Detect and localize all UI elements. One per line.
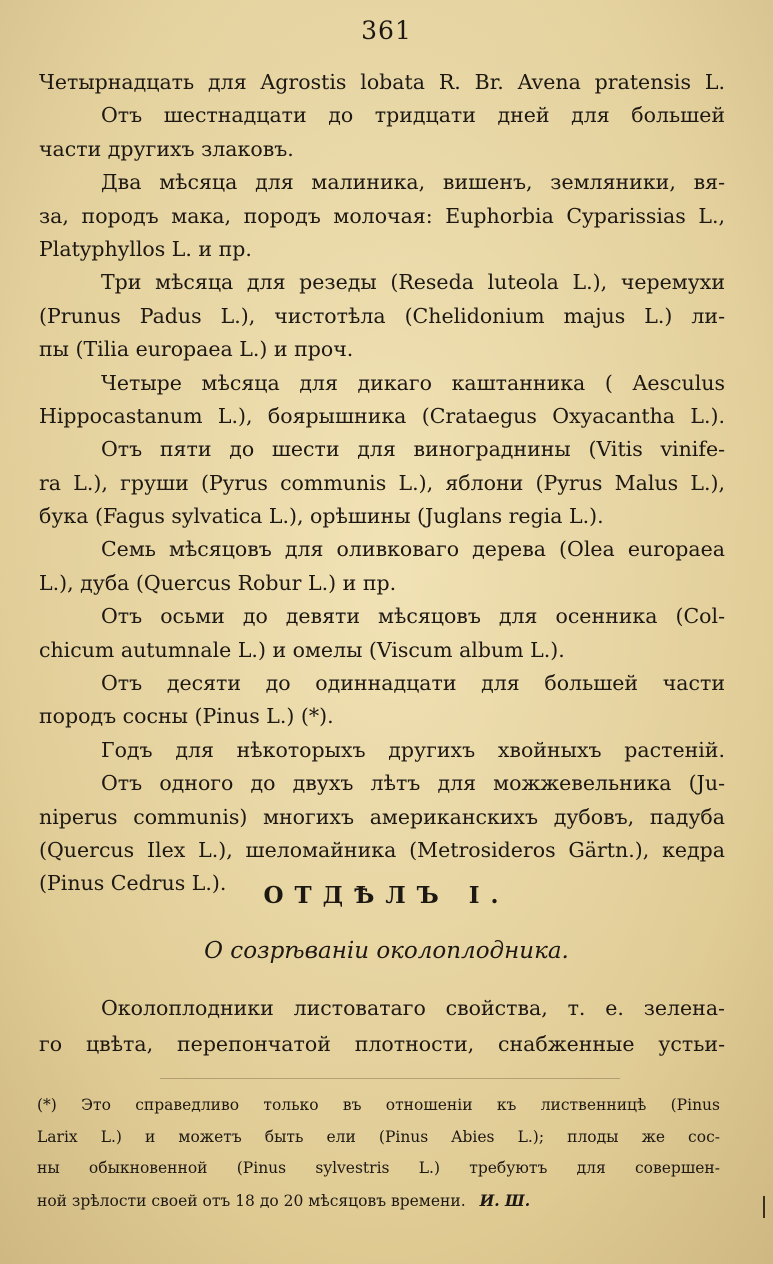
footnote-line: ны обыкновенной (Pinus sylvestris L.) требуютъ для совершен-: [37, 1159, 720, 1177]
footnote-line: (*) Это справедливо только въ отношеніи къ лиственницѣ (Pinus: [37, 1096, 720, 1114]
edge-mark: [763, 1196, 765, 1218]
text-line: Hippocastanum L.), боярышника (Crataegus Oxyacantha L.).: [39, 403, 725, 428]
text-line: L.), дуба (Quercus Robur L.) и пр.: [39, 570, 397, 595]
text-line: niperus communis) многихъ американскихъ дубовъ, падуба: [39, 804, 725, 829]
text-line: части другихъ злаковъ.: [39, 136, 294, 161]
text-line: Отъ десяти до одиннадцати для большей части: [101, 671, 725, 696]
footnote-divider: [160, 1078, 620, 1079]
footnote-signature: И. Ш.: [479, 1190, 531, 1210]
footnote-line: Larix L.) и можетъ быть ели (Pinus Abies L.); плоды же сос-: [37, 1127, 720, 1146]
text-line: пы (Tilia europaea L.) и проч.: [39, 337, 354, 362]
text-line: (Pinus Cedrus L.).: [39, 871, 227, 896]
text-line: Отъ пяти до шести для винограднины (Vitis vinife-: [101, 437, 725, 462]
text-line: Четырнадцать для Agrostis lobata R. Br. Avena pratensis L.: [39, 70, 725, 94]
section-title: ОТДѢЛЪ I.: [263, 882, 510, 909]
text-line: chicum autumnale L.) и омелы (Viscum album L.).: [39, 637, 565, 662]
text-line: Околоплодники листоватаго свойства, т. е. зелена-: [101, 996, 725, 1020]
page-number: 361: [361, 16, 412, 45]
text-line: Отъ шестнадцати до тридцати дней для большей: [101, 103, 725, 128]
text-line: Отъ одного до двухъ лѣтъ для можжевельника (Ju-: [101, 771, 725, 796]
text-line: бука (Fagus sylvatica L.), орѣшины (Juglans regia L.).: [39, 504, 604, 529]
main-text: [39, 66, 725, 901]
text-line: (Quercus Ilex L.), шеломайника (Metrosideros Gärtn.), кедра: [39, 837, 725, 862]
footnote: [37, 1090, 720, 1216]
text-line: за, породъ мака, породъ молочая: Euphorbia Cyparissias L.,: [39, 203, 725, 228]
footnote-line: [37, 1185, 720, 1217]
text-line: ra L.), груши (Pyrus communis L.), яблони (Pyrus Malus L.),: [39, 470, 725, 495]
text-line: Годъ для нѣкоторыхъ другихъ хвойныхъ растеній.: [101, 737, 725, 762]
text-line: породъ сосны (Pinus L.) (*).: [39, 704, 334, 729]
text-line: го цвѣта, перепончатой плотности, снабженные устьи-: [39, 1032, 725, 1056]
text-line: (Prunus Padus L.), чистотѣла (Chelidonium majus L.) ли-: [39, 303, 725, 328]
text-line: Отъ осьми до девяти мѣсяцовъ для осенника (Col-: [101, 604, 725, 629]
text-line: Два мѣсяца для малиника, вишенъ, земляники, вя-: [101, 170, 725, 195]
section-text: [39, 990, 725, 1062]
text-line: Platyphyllos L. и пр.: [39, 236, 252, 261]
text-line: Три мѣсяца для резеды (Reseda luteola L.), черемухи: [101, 270, 725, 295]
footnote-line-text: ной зрѣлости своей отъ 18 до 20 мѣсяцовъ времени.: [37, 1191, 466, 1210]
text-line: Четыре мѣсяца для дикаго каштанника ( Aesculus: [101, 370, 725, 395]
section-subtitle: О созрѣваніи околоплодника.: [204, 938, 569, 964]
text-line: Семь мѣсяцовъ для оливковаго дерева (Olea europaea: [101, 537, 725, 562]
